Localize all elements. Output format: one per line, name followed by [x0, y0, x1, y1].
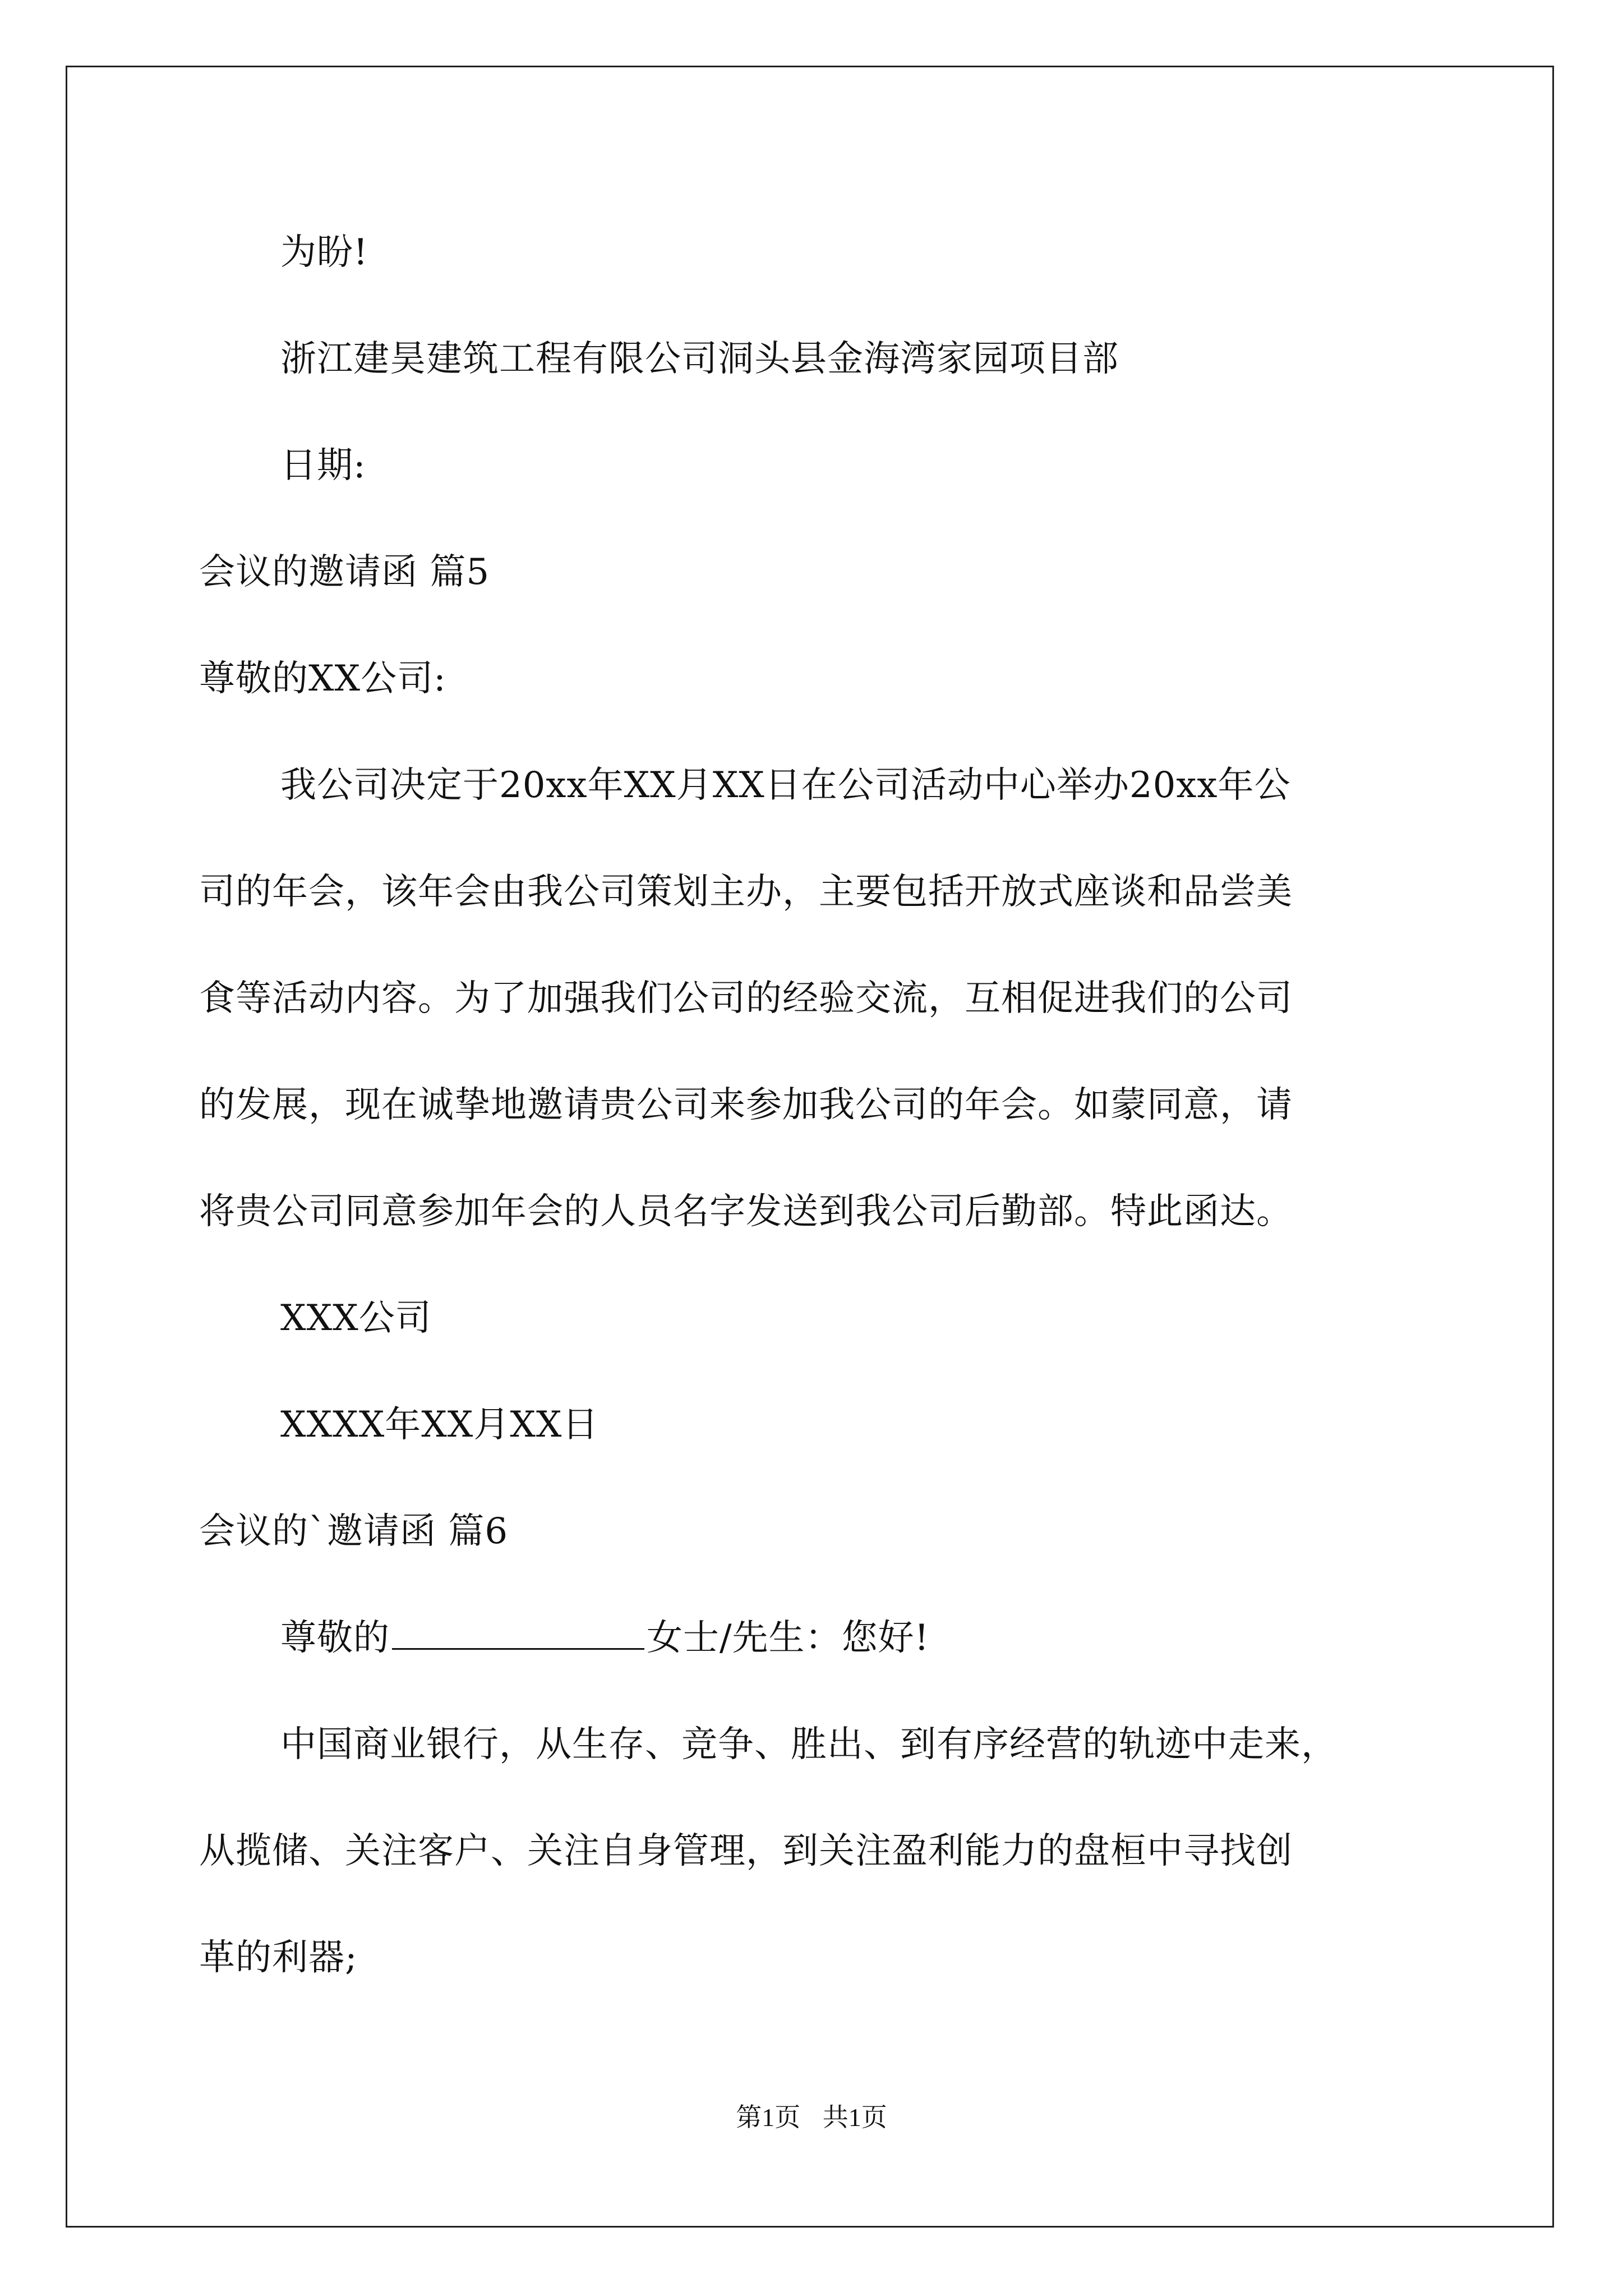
- name-blank-field: [392, 1616, 644, 1650]
- page-number: 第1页: [736, 2103, 801, 2132]
- salutation: 尊敬的XX公司:: [199, 658, 446, 700]
- text-line: 浙江建昊建筑工程有限公司洞头县金海湾家园项目部: [280, 338, 1119, 380]
- greeting-prefix: 尊敬的: [280, 1617, 390, 1659]
- page-total: 共1页: [822, 2103, 887, 2132]
- page-footer: [0, 2101, 1623, 2134]
- signature-company: XXX公司: [280, 1297, 432, 1339]
- paragraph-line: 中国商业银行，从生存、竞争、胜出、到有序经营的轨迹中走来，: [280, 1724, 1338, 1765]
- paragraph-line: 我公司决定于20xx年XX月XX日在公司活动中心举办20xx年公: [280, 765, 1291, 806]
- section-heading: 会议的`邀请函 篇6: [199, 1511, 509, 1552]
- text-line: 日期:: [280, 445, 366, 486]
- page-border: [66, 66, 1554, 2228]
- greeting-suffix: 女士/先生：您好!: [647, 1617, 930, 1659]
- paragraph-line: 的发展，现在诚挚地邀请贵公司来参加我公司的年会。如蒙同意，请: [199, 1084, 1293, 1126]
- text-line: 为盼!: [280, 232, 368, 273]
- paragraph-line: 司的年会，该年会由我公司策划主办，主要包括开放式座谈和品尝美: [199, 871, 1293, 913]
- paragraph-line: 食等活动内容。为了加强我们公司的经验交流，互相促进我们的公司: [199, 978, 1293, 1019]
- paragraph-line: 从揽储、关注客户、关注自身管理，到关注盈利能力的盘桓中寻找创: [199, 1830, 1293, 1872]
- section-heading: 会议的邀请函 篇5: [199, 551, 490, 593]
- signature-date: XXXX年XX月XX日: [280, 1404, 599, 1446]
- paragraph-line: 将贵公司同意参加年会的人员名字发送到我公司后勤部。特此函达。: [199, 1191, 1293, 1232]
- greeting-line: [280, 1616, 929, 1660]
- paragraph-line: 革的利器;: [199, 1937, 358, 1978]
